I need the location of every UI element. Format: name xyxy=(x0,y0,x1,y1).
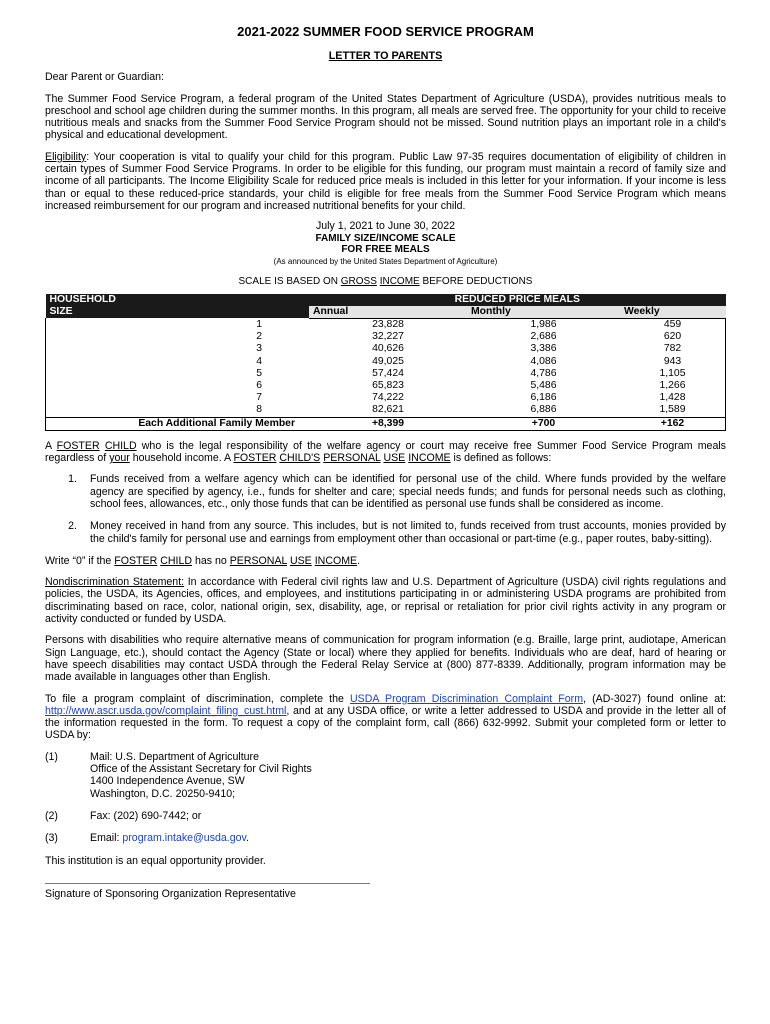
contact-number: (2) xyxy=(45,809,58,822)
signature-line[interactable] xyxy=(45,883,370,884)
personal-word-2: PERSONAL xyxy=(229,554,288,567)
col-monthly: Monthly xyxy=(467,306,620,319)
foster-word-2: FOSTER xyxy=(233,452,277,465)
contact-number: (3) xyxy=(45,832,58,845)
mail-line: Mail: U.S. Department of Agriculture xyxy=(90,750,259,763)
email-end: . xyxy=(246,832,249,845)
childs-word: CHILD'S xyxy=(279,452,321,465)
cell-annual: 40,626 xyxy=(372,343,404,355)
document-title: 2021-2022 SUMMER FOOD SERVICE PROGRAM xyxy=(237,24,534,39)
child-word: CHILD xyxy=(104,439,137,452)
scale-dates: July 1, 2021 to June 30, 2022 xyxy=(315,220,455,233)
contact-fax xyxy=(45,810,726,822)
scale-heading-1: FAMILY SIZE/INCOME SCALE xyxy=(315,232,456,244)
cell-size: 6 xyxy=(46,380,310,392)
nondiscrimination-text: In accordance with Federal civil rights law and U.S. Department of Agriculture (USDA) civil rights regulations and policies, the USDA, its Agencies, offices, and employees, and institutions participating in or administering USDA programs are prohibited from discriminating based on race, color, national origin, sex, disability, age, or reprisal or retaliation for prior civil rights activity in any program or activity conducted or funded by USDA. xyxy=(45,576,726,626)
fax-line: Fax: (202) 690-7442; or xyxy=(90,809,202,822)
complaint-text-2: , (AD-3027) found online at: xyxy=(583,692,726,705)
mail-line: 1400 Independence Avenue, SW xyxy=(90,775,245,788)
signature-label: Signature of Sponsoring Organization Representative xyxy=(45,887,296,900)
col-household-1: HOUSEHOLD xyxy=(49,293,116,305)
your-word: your xyxy=(109,452,130,465)
mail-address xyxy=(90,751,726,800)
cell-monthly: 6,186 xyxy=(530,392,557,404)
table-subheader-row xyxy=(46,306,726,319)
scale-note: (As announced by the United States Department of Agriculture) xyxy=(273,256,498,266)
table-row xyxy=(46,404,726,417)
foster-paragraph xyxy=(45,440,726,465)
list-item-number: 1. xyxy=(68,473,77,486)
cell-weekly: 782 xyxy=(620,343,726,355)
use-word: USE xyxy=(383,452,406,465)
cell-monthly: 5,486 xyxy=(530,379,557,391)
cell-weekly: 1,589 xyxy=(620,404,726,417)
foster-text-1: A xyxy=(45,439,57,452)
eligibility-text: : Your cooperation is vital to qualify your child for this program. Public Law 97-35 requires documentation of eligibility of children in certain types of Summer Food Service Programs. In order to be eligible for this funding, our program must maintain a record of family size and income of all participants. The Income Eligibility Scale for reduced price meals is included in this letter for your information. If your income is less than or equal to these reduced-price standards, your child is eligible for free meals from the Summer Food Service Program which means increased reimbursement for our program and increased nutritional benefits for your child. xyxy=(45,150,726,212)
table-row xyxy=(46,318,726,331)
basis-income: INCOME xyxy=(379,276,420,288)
scale-heading-2: FOR FREE MEALS xyxy=(341,244,430,256)
eligibility-paragraph xyxy=(45,151,726,212)
list-item-text: Funds received from a welfare agency which can be identified for personal use of the child. Where funds provided by the welfare agency are specified by agency, i.e., funds for shelter and care; special needs funds; and funds for personal needs such as clothing, school fees, allowances, etc., only those funds that can be identified as personal use funds shall be considered as income. xyxy=(90,473,726,510)
cell-monthly: 6,886 xyxy=(530,404,557,416)
complaint-url-link[interactable]: http://www.ascr.usda.gov/complaint_filing_cust.html xyxy=(45,704,287,717)
income-definition-list xyxy=(45,473,726,544)
table-row xyxy=(46,356,726,368)
cell-monthly: +700 xyxy=(467,417,620,430)
table-body xyxy=(46,318,726,430)
contact-number: (1) xyxy=(45,750,58,763)
col-group-header: REDUCED PRICE MEALS xyxy=(454,293,580,305)
mail-line: Office of the Assistant Secretary for Civil Rights xyxy=(90,763,312,776)
cell-weekly: 1,266 xyxy=(620,380,726,392)
income-word: INCOME xyxy=(408,452,451,465)
foster-word-3: FOSTER xyxy=(114,554,158,567)
income-scale-table xyxy=(45,294,726,431)
cell-annual: 74,222 xyxy=(372,392,404,404)
scale-basis xyxy=(45,276,726,288)
cell-annual: 57,424 xyxy=(372,367,404,379)
foster-text-4: is defined as follows: xyxy=(450,452,552,465)
nondiscrimination-label: Nondiscrimination Statement: xyxy=(45,576,185,589)
cell-monthly: 3,386 xyxy=(530,343,557,355)
cell-size: 5 xyxy=(46,368,310,380)
contact-mail xyxy=(45,751,726,800)
basis-gross: GROSS xyxy=(340,276,377,288)
personal-word: PERSONAL xyxy=(323,452,381,465)
list-item xyxy=(45,473,726,510)
cell-annual: 23,828 xyxy=(372,318,404,330)
letter-page xyxy=(45,24,726,900)
document-subtitle: LETTER TO PARENTS xyxy=(328,50,443,62)
table-row xyxy=(46,343,726,355)
cell-annual: 82,621 xyxy=(372,404,404,416)
cell-weekly: 943 xyxy=(620,356,726,368)
list-item-number: 2. xyxy=(68,520,77,533)
cell-annual: +8,399 xyxy=(309,417,467,430)
table-row xyxy=(46,380,726,392)
col-annual: Annual xyxy=(309,306,467,319)
foster-text-3: household income. A xyxy=(129,452,234,465)
email-line xyxy=(90,832,726,844)
cell-weekly: 1,105 xyxy=(620,368,726,380)
col-weekly: Weekly xyxy=(620,306,726,319)
basis-pre: SCALE IS BASED ON xyxy=(238,276,341,288)
cell-size: 7 xyxy=(46,392,310,404)
cell-weekly: 1,428 xyxy=(620,392,726,404)
cell-weekly: 459 xyxy=(620,318,726,331)
complaint-paragraph xyxy=(45,693,726,742)
email-label: Email: xyxy=(90,832,123,845)
cell-additional-label: Each Additional Family Member xyxy=(46,417,310,430)
table-row xyxy=(46,368,726,380)
salutation: Dear Parent or Guardian: xyxy=(45,71,164,84)
cell-annual: 65,823 xyxy=(372,379,404,391)
nondiscrimination-paragraph xyxy=(45,576,726,625)
foster-word: FOSTER xyxy=(56,439,100,452)
child-word-2: CHILD xyxy=(160,554,192,567)
table-row xyxy=(46,392,726,404)
list-item xyxy=(45,520,726,545)
cell-annual: 32,227 xyxy=(372,331,404,343)
contact-email xyxy=(45,832,726,844)
cell-size: 4 xyxy=(46,356,310,368)
intro-paragraph: The Summer Food Service Program, a federal program of the United States Department of Agriculture (USDA), provides nutritious meals to preschool and school age children during the summer months. In this program, all meals are served free. The opportunity for your child to receive nutritious meals and snacks from the Summer Food Service Program should not be missed. Sound nutrition plays an important role in a child's physical and educational development. xyxy=(45,92,726,142)
table-header-row xyxy=(46,294,726,306)
cell-monthly: 4,786 xyxy=(530,367,557,379)
cell-size: 1 xyxy=(46,318,310,331)
income-scale-heading xyxy=(45,221,726,267)
table-row-additional xyxy=(46,417,726,430)
email-address-link[interactable]: program.intake@usda.gov xyxy=(122,832,247,845)
cell-monthly: 2,686 xyxy=(530,331,557,343)
cell-weekly: +162 xyxy=(620,417,726,430)
disabilities-paragraph: Persons with disabilities who require alternative means of communication for program information (e.g. Braille, large print, audiotape, American Sign Language, etc.), should contact the Agency (State or local) where they applied for benefits. Individuals who are deaf, hard of hearing or have speech disabilities may contact USDA through the Federal Relay Service at (800) 877-8339. Additionally, program information may be made available in languages other than English. xyxy=(45,634,726,684)
basis-post: BEFORE DEDUCTIONS xyxy=(419,276,533,288)
write-zero-text-3: . xyxy=(357,554,361,567)
complaint-form-link[interactable]: USDA Program Discrimination Complaint Form xyxy=(350,692,584,705)
cell-size: 2 xyxy=(46,331,310,343)
write-zero-paragraph xyxy=(45,555,726,567)
complaint-text-3: , and at any USDA office, or write a letter addressed to USDA and provide in the letter all of the information requested in the form. To request a copy of the complaint form, call (866) 632-9992. Submit your completed form or letter to USDA by: xyxy=(45,704,726,742)
mail-line: Washington, D.C. 20250-9410; xyxy=(90,787,236,800)
use-word-2: USE xyxy=(289,554,312,567)
income-word-2: INCOME xyxy=(314,554,358,567)
cell-size: 3 xyxy=(46,343,310,355)
complaint-text-1: To file a program complaint of discrimination, complete the xyxy=(45,692,351,705)
cell-monthly: 4,086 xyxy=(530,355,557,367)
cell-monthly: 1,986 xyxy=(530,318,557,330)
table-row xyxy=(46,331,726,343)
foster-text-2: who is the legal responsibility of the welfare agency or court may receive free Summer Food Service Program meals regardless of xyxy=(45,439,726,465)
list-item-text: Money received in hand from any source. This includes, but is not limited to, funds received from trust accounts, monies provided by the child's family for personal use and earnings from employment other than occasional or part-time (e.g., paper routes, baby-sitting). xyxy=(90,520,726,545)
equal-opportunity-statement: This institution is an equal opportunity provider. xyxy=(45,854,266,867)
write-zero-text-2: has no xyxy=(192,554,230,567)
cell-weekly: 620 xyxy=(620,331,726,343)
write-zero-text-1: Write “0” if the xyxy=(45,554,115,567)
col-household-2: SIZE xyxy=(46,306,310,319)
eligibility-label: Eligibility xyxy=(45,150,87,163)
cell-annual: 49,025 xyxy=(372,355,404,367)
cell-size: 8 xyxy=(46,404,310,417)
